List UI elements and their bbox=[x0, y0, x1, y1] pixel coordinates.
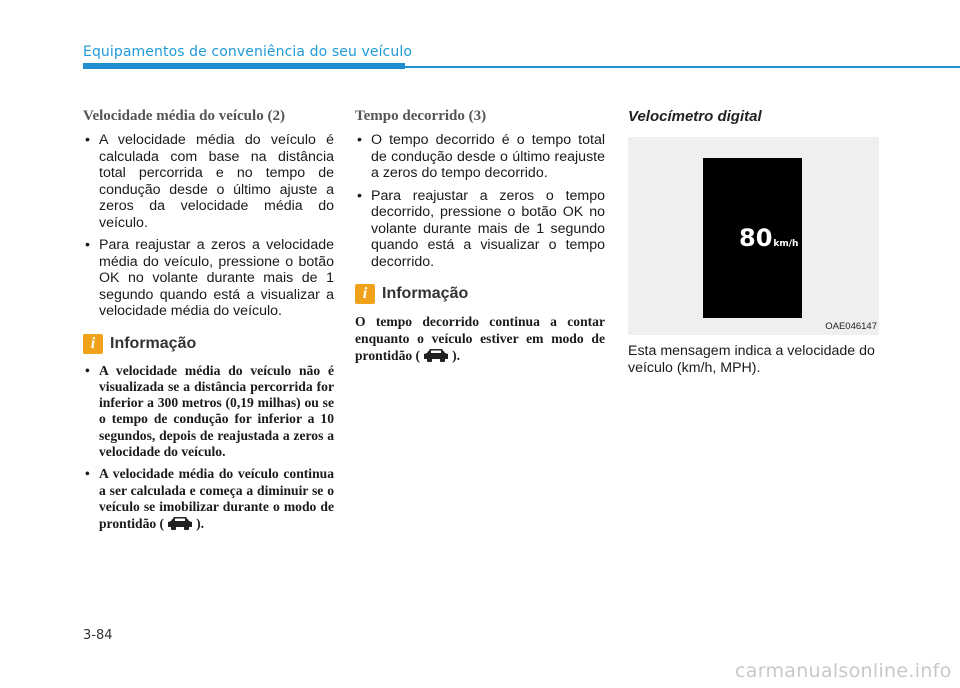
list-item: • Para reajustar a zeros a velocidade média do veículo, pressione o botão OK no volante durante mais de 1 segundo quando está a visualizar a velocidade média do veículo. bbox=[83, 237, 334, 320]
info-title: Informação bbox=[382, 285, 469, 302]
info-text: A velocidade média do veículo continua a ser calculada e começa a diminuir se o veículo se imobilizar durante o modo de prontidão ( bbox=[99, 466, 334, 532]
info-text-end: ). bbox=[452, 348, 461, 363]
header-rule bbox=[405, 66, 960, 68]
speed-value: 80 bbox=[739, 224, 773, 252]
figure-code: OAE046147 bbox=[825, 321, 877, 332]
column-digital-speedometer bbox=[628, 108, 880, 376]
info-header bbox=[83, 334, 334, 354]
section-title: Equipamentos de conveniência do seu veículo bbox=[83, 44, 412, 60]
heading-elapsed-time: Tempo decorrido (3) bbox=[355, 108, 487, 124]
info-icon: i bbox=[355, 284, 375, 304]
info-paragraph bbox=[355, 313, 605, 364]
list-item: • O tempo decorrido é o tempo total de condução desde o último reajuste a zeros do tempo decorrido. bbox=[355, 132, 605, 182]
list-item: • Para reajustar a zeros o tempo decorrido, pressione o botão OK no volante durante mais de 1 segundo quando está a visualizar o tempo decorrido. bbox=[355, 188, 605, 271]
elapsed-time-list bbox=[355, 132, 605, 270]
heading-average-speed: Velocidade média do veículo (2) bbox=[83, 108, 285, 124]
car-ready-icon bbox=[422, 347, 450, 363]
page-number: 3-84 bbox=[83, 628, 113, 643]
list-item bbox=[83, 466, 334, 532]
list-item: • A velocidade média do veículo não é visualizada se a distância percorrida for inferior a 300 metros (0,19 milhas) ou se o tempo de condução for inferior a 10 segundos, depois de reajustada a zeros a velocidade do veículo. bbox=[83, 363, 334, 461]
speed-unit: km/h bbox=[773, 239, 799, 249]
list-item: • A velocidade média do veículo é calculada com base na distância total percorrida e no tempo de condução desde o último ajuste a zeros da velocidade média do veículo. bbox=[83, 132, 334, 231]
watermark: carmanualsonline.info bbox=[735, 660, 952, 682]
info-text: O tempo decorrido continua a contar enquanto o veículo estiver em modo de prontidão ( bbox=[355, 314, 605, 363]
speedometer-figure bbox=[628, 137, 879, 335]
speedometer-description: Esta mensagem indica a velocidade do veículo (km/h, MPH). bbox=[628, 343, 875, 376]
info-header bbox=[355, 284, 605, 304]
column-elapsed-time bbox=[355, 108, 605, 364]
speed-readout bbox=[739, 224, 798, 252]
info-icon: i bbox=[83, 334, 103, 354]
heading-digital-speedometer: Velocímetro digital bbox=[628, 108, 762, 125]
average-speed-list bbox=[83, 132, 334, 320]
column-average-speed bbox=[83, 108, 334, 538]
info-text-end: ). bbox=[196, 516, 205, 532]
info-list bbox=[83, 363, 334, 533]
header-accent-bar bbox=[83, 63, 405, 69]
info-title: Informação bbox=[110, 334, 197, 352]
cluster-display bbox=[703, 158, 802, 318]
car-ready-icon bbox=[166, 515, 194, 531]
